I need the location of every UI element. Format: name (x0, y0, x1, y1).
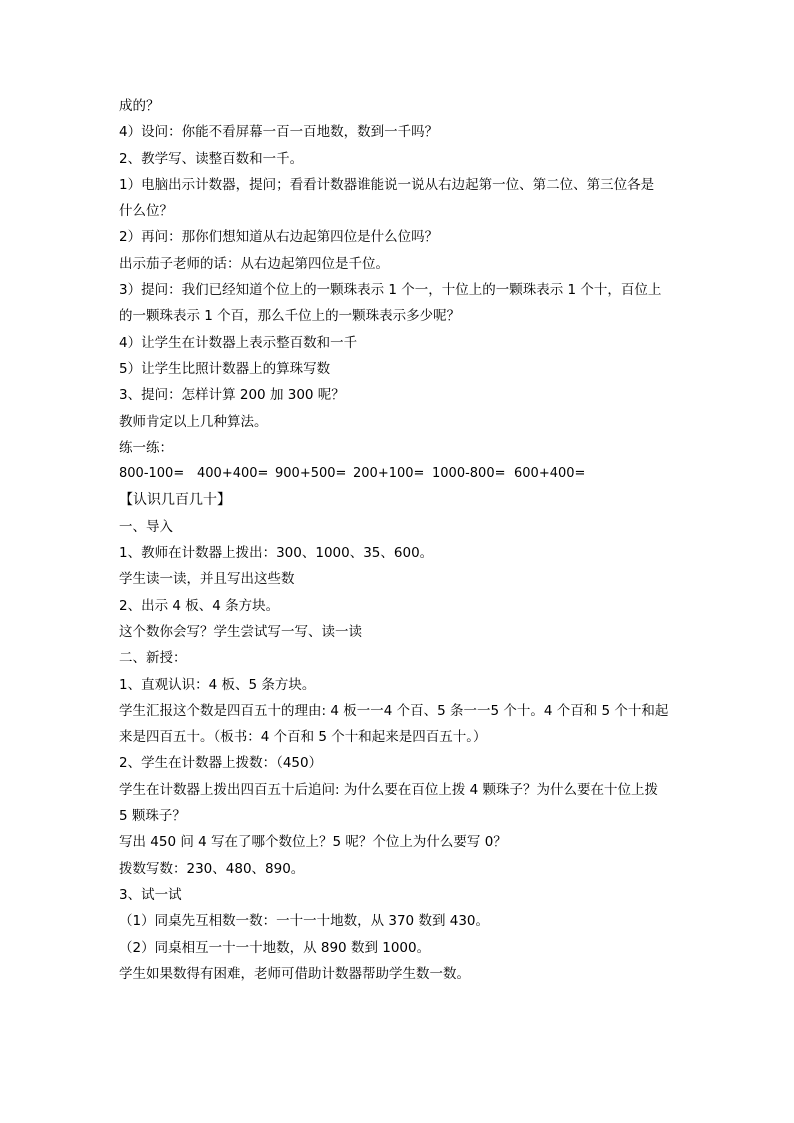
text-line: 什么位？ (119, 203, 173, 220)
text-line: 2）再问：那你们想知道从右边起第四位是什么位吗？ (119, 229, 439, 246)
practice-item: 200+100= (353, 466, 425, 482)
text-line: 1、教师在计数器上拨出：300、1000、35、600。 (119, 545, 434, 562)
text-line: 1、直观认识：4 板、5 条方块。 (119, 676, 316, 693)
practice-item: 900+500= (275, 466, 347, 482)
text-line: 学生如果数得有困难，老师可借助计数器帮助学生数一数。 (119, 965, 470, 982)
text-line: 4）设问：你能不看屏幕一百一百地数，数到一千吗？ (119, 124, 439, 141)
text-line: 4）让学生在计数器上表示整百数和一千 (119, 334, 358, 351)
practice-row (119, 461, 679, 487)
text-line: 一、导入 (119, 518, 173, 535)
text-line: 二、新授： (119, 650, 187, 667)
text-line: 3）提问：我们已经知道个位上的一颗珠表示 1 个一，十位上的一颗珠表示 1 个十，百位上 (119, 282, 662, 299)
text-line: 5 颗珠子？ (119, 808, 186, 825)
text-line: 教师肯定以上几种算法。 (119, 413, 268, 430)
practice-heading: 练一练： (119, 439, 173, 456)
text-line: 1）电脑出示计数器，提问；看看计数器谁能说一说从右边起第一位、第二位、第三位各是 (119, 176, 655, 193)
text-line: 来是四百五十。（板书：4 个百和 5 个十和起来是四百五十。） (119, 729, 487, 746)
text-line: 2、学生在计数器上拨数：（450） (119, 755, 323, 772)
text-line: 这个数你会写？学生尝试写一写、读一读 (119, 623, 362, 640)
text-line: 2、教学写、读整百数和一千。 (119, 150, 304, 167)
text-line: 3、试一试 (119, 886, 182, 903)
practice-item: 1000-800= (432, 466, 506, 482)
text-line: 写出 450 问 4 写在了哪个数位上？5 呢？个位上为什么要写 0？ (119, 834, 507, 851)
practice-item: 400+400= (197, 466, 269, 482)
practice-item: 600+400= (514, 466, 586, 482)
text-line: 5）让学生比照计数器上的算珠写数 (119, 360, 331, 377)
section-title: 【认识几百几十】 (119, 492, 231, 509)
text-line: 2、出示 4 板、4 条方块。 (119, 597, 280, 614)
document-body (119, 93, 679, 987)
text-line: （1）同桌先互相数一数：一十一十地数，从 370 数到 430。 (119, 913, 489, 930)
text-line: 的一颗珠表示 1 个百，那么千位上的一颗珠表示多少呢？ (119, 308, 461, 325)
text-line: 出示茄子老师的话：从右边起第四位是千位。 (119, 255, 389, 272)
text-line: 成的？ (119, 98, 160, 114)
text-line: 学生汇报这个数是四百五十的理由: 4 板一一4 个百、5 条一一5 个十。4 个百和 5 个十和起 (119, 702, 669, 719)
text-line: （2）同桌相互一十一十地数，从 890 数到 1000。 (119, 939, 431, 956)
text-line: 学生在计数器上拨出四百五十后追问: 为什么要在百位上拨 4 颗珠子？为什么要在十位上拨 (119, 781, 659, 798)
text-line: 3、提问：怎样计算 200 加 300 呢？ (119, 387, 345, 404)
text-line: 拨数写数：230、480、890。 (119, 860, 305, 877)
practice-item: 800-100= (119, 466, 185, 482)
text-line: 学生读一读，并且写出这些数 (119, 571, 295, 588)
